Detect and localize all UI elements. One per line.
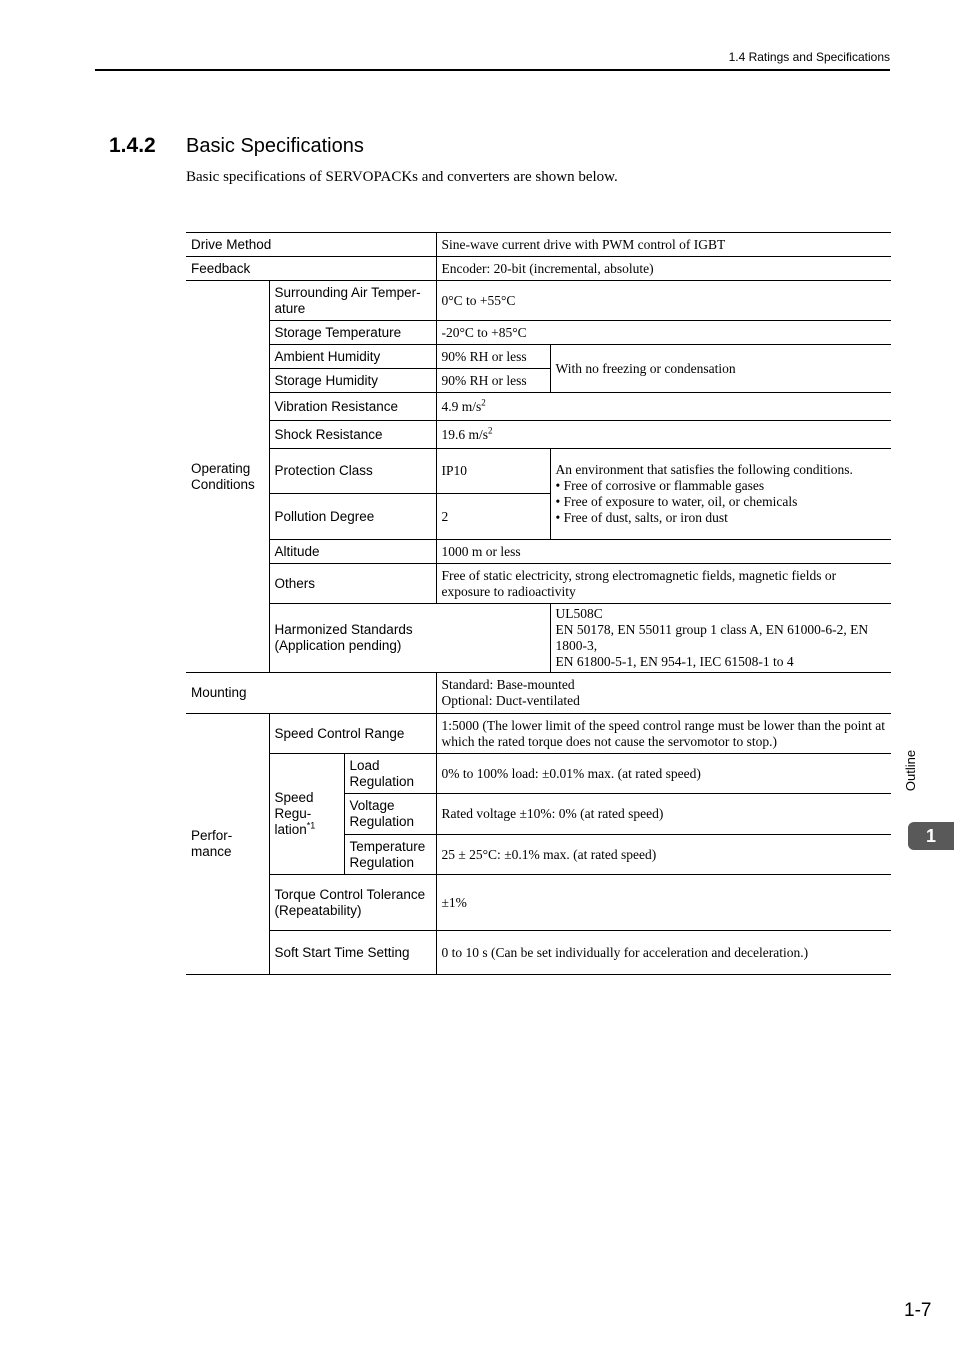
row-label: Storage Humidity (269, 369, 436, 393)
page-number: 1-7 (904, 1300, 932, 1321)
row-label: Pollution Degree (269, 494, 436, 540)
row-value: 2 (436, 494, 550, 540)
subgroup-label (269, 754, 344, 875)
row-label: Ambient Humidity (269, 345, 436, 369)
group-label: Operating Conditions (186, 281, 269, 673)
environment-note (550, 449, 891, 540)
harmonized-label-2: (Application pending) (274, 638, 402, 653)
row-value: -20°C to +85°C (436, 321, 891, 345)
shock-sup: 2 (488, 425, 493, 435)
row-value: Sine-wave current drive with PWM control of IGBT (436, 233, 891, 257)
harmonized-label-1: Harmonized Standards (274, 622, 413, 637)
row-value: 90% RH or less (436, 345, 550, 369)
env-note-item: • Free of corrosive or flammable gases (555, 478, 765, 493)
row-label: Vibration Resistance (269, 393, 436, 421)
row-value (550, 604, 891, 673)
harmonized-line-3: EN 61800-5-1, EN 954-1, IEC 61508-1 to 4 (555, 654, 794, 669)
vibration-value: 4.9 m/s (441, 398, 482, 414)
mounting-line-1: Standard: Base-mounted (441, 677, 575, 692)
footnote-marker: *1 (306, 820, 316, 831)
side-tab-text: Outline (903, 749, 919, 792)
table-row (186, 540, 891, 564)
row-value (436, 393, 891, 421)
spec-table (186, 232, 891, 975)
row-label: Storage Temperature (269, 321, 436, 345)
row-label (269, 604, 550, 673)
row-value: ±1% (436, 875, 891, 931)
table-row (186, 321, 891, 345)
chapter-tab: 1 (908, 822, 954, 850)
env-note-item: • Free of exposure to water, oil, or chemicals (555, 494, 798, 509)
section-title: Basic Specifications (186, 135, 364, 157)
row-value: 1000 m or less (436, 540, 891, 564)
table-row (186, 564, 891, 604)
row-label: Mounting (186, 673, 436, 714)
row-label: Altitude (269, 540, 436, 564)
harmonized-line-1: UL508C (555, 606, 603, 621)
env-note-item: • Free of dust, salts, or iron dust (555, 510, 728, 525)
row-label: Drive Method (186, 233, 436, 257)
row-label: Protection Class (269, 449, 436, 494)
row-value: 0% to 100% load: ±0.01% max. (at rated speed) (436, 754, 891, 794)
row-label: Shock Resistance (269, 421, 436, 449)
humidity-note: With no freezing or condensation (550, 345, 891, 393)
group-label: Perfor-mance (186, 714, 269, 975)
intro-paragraph: Basic specifications of SERVOPACKs and converters are shown below. (186, 169, 618, 185)
table-row (186, 257, 891, 281)
row-value: 90% RH or less (436, 369, 550, 393)
row-value: IP10 (436, 449, 550, 494)
row-label: Load Regulation (344, 754, 436, 794)
row-label: Speed Control Range (269, 714, 436, 754)
table-row (186, 754, 891, 794)
shock-value: 19.6 m/s (441, 426, 489, 442)
env-note-item-text: Free of corrosive or flammable gases (563, 478, 765, 493)
row-label: Temperature Regulation (344, 835, 436, 875)
row-label: Voltage Regulation (344, 794, 436, 835)
env-note-item-text: Free of dust, salts, or iron dust (563, 510, 728, 525)
row-label: Torque Control Tolerance (Repeatability) (269, 875, 436, 931)
header-rule (95, 69, 890, 71)
row-value: 0 to 10 s (Can be set individually for acceleration and deceleration.) (436, 931, 891, 975)
running-header: 1.4 Ratings and Specifications (728, 50, 890, 64)
row-label: Feedback (186, 257, 436, 281)
side-tab-label (904, 748, 922, 796)
row-value: Rated voltage ±10%: 0% (at rated speed) (436, 794, 891, 835)
table-row (186, 604, 891, 673)
mounting-line-2: Optional: Duct-ventilated (441, 693, 580, 708)
table-row (186, 931, 891, 975)
table-row (186, 393, 891, 421)
table-row (186, 449, 891, 494)
table-row (186, 281, 891, 321)
env-note-item-text: Free of exposure to water, oil, or chemicals (563, 494, 798, 509)
row-value: 1:5000 (The lower limit of the speed control range must be lower than the point at which the rated torque does not cause the servomotor to stop.) (436, 714, 891, 754)
speed-regulation-label: Speed Regu-lation (274, 790, 314, 837)
section-number: 1.4.2 (109, 134, 156, 157)
row-value (436, 673, 891, 714)
row-value (436, 421, 891, 449)
row-value: Free of static electricity, strong electromagnetic fields, magnetic fields or exposure to radioactivity (436, 564, 891, 604)
row-label: Soft Start Time Setting (269, 931, 436, 975)
table-row (186, 233, 891, 257)
row-label: Others (269, 564, 436, 604)
env-note-intro: An environment that satisfies the following conditions. (555, 462, 853, 477)
row-value: 0°C to +55°C (436, 281, 891, 321)
table-row (186, 714, 891, 754)
table-row (186, 875, 891, 931)
table-row (186, 421, 891, 449)
table-row (186, 673, 891, 714)
harmonized-line-2: EN 50178, EN 55011 group 1 class A, EN 61000-6-2, EN 1800-3, (555, 622, 869, 653)
row-value: Encoder: 20-bit (incremental, absolute) (436, 257, 891, 281)
row-value: 25 ± 25°C: ±0.1% max. (at rated speed) (436, 835, 891, 875)
row-label: Surrounding Air Temper-ature (269, 281, 436, 321)
table-row (186, 345, 891, 369)
vibration-sup: 2 (481, 397, 486, 407)
